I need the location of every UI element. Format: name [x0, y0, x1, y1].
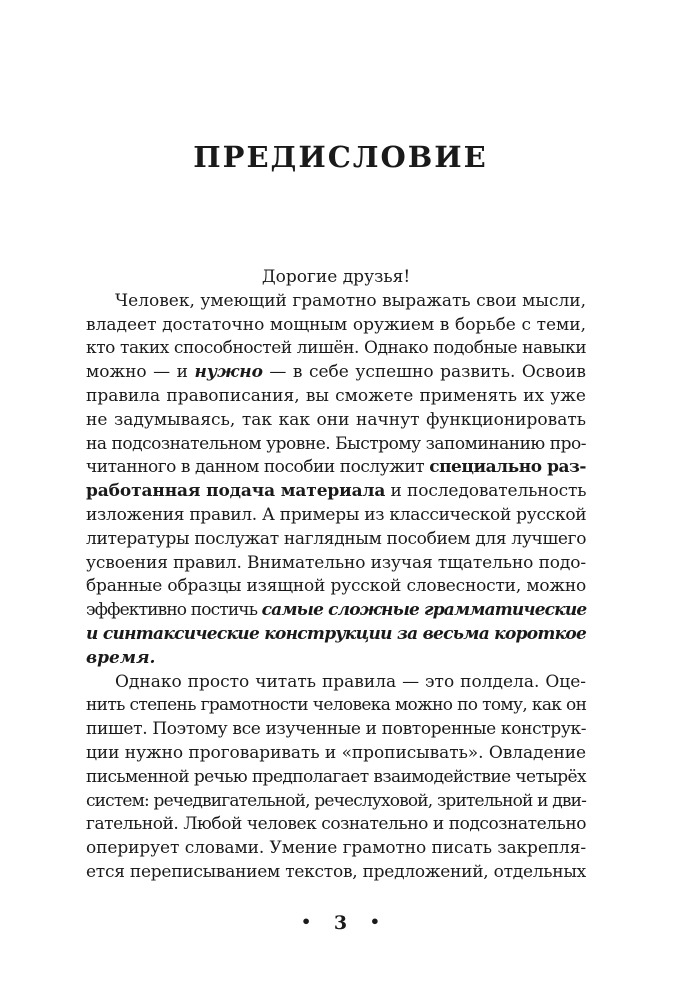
line-text: нить степень грамотности человека можно по тому, как он [86, 695, 587, 716]
emphasis-text: и синтаксические конструкции за весьма короткое [86, 623, 587, 644]
line-text: Однако просто читать правила — это полдела. Оце- [115, 671, 586, 692]
line-text: бранные образцы изящной русской словесности, можно [86, 576, 586, 597]
line-text: усвоения правил. Внимательно изучая тщательно подо- [86, 552, 586, 573]
greeting: Дорогие друзья! [261, 267, 411, 287]
text-line [86, 337, 586, 361]
line-text: ется переписыванием текстов, предложений, отдельных [86, 861, 586, 882]
text-line [86, 552, 586, 576]
text-line [86, 385, 586, 409]
emphasis-text: самые сложные грамматические [261, 600, 587, 621]
preface-lines [86, 290, 586, 885]
text-line [86, 599, 586, 623]
line-text: и последовательность [385, 481, 587, 502]
text-line [86, 861, 586, 885]
footer-dot-left: • [301, 912, 312, 931]
emphasis-text: нужно [194, 362, 263, 383]
text-line [86, 480, 586, 504]
line-text: можно — и [86, 362, 195, 383]
text-line [86, 290, 586, 314]
line-text: владеет достаточно мощным оружием в борьбе с теми, [86, 314, 586, 335]
emphasis-text: специально раз- [429, 457, 587, 478]
page-footer [0, 912, 681, 934]
line-text: читанного в данном пособии послужит [86, 457, 430, 478]
line-text: изложения правил. А примеры из классической русской [86, 504, 587, 525]
line-text: ции нужно проговаривать и «прописывать». Овладение [86, 742, 586, 763]
line-text: письменной речью предполагает взаимодействие четырёх [86, 766, 586, 787]
text-line [86, 504, 586, 528]
text-line [86, 361, 586, 385]
text-line [86, 813, 586, 837]
text-line [86, 671, 586, 695]
text-line [86, 456, 586, 480]
line-text: пишет. Поэтому все изученные и повторенные конструк- [86, 719, 587, 740]
text-line [86, 575, 586, 599]
line-text: кто таких способностей лишён. Однако подобные навыки [86, 338, 587, 359]
line-text: систем: речедвигательной, речеслуховой, зрительной и дви- [86, 790, 586, 811]
line-text: эффективно постичь [86, 600, 262, 621]
footer-dot-right: • [369, 912, 380, 931]
text-line [86, 790, 586, 814]
text-line [86, 433, 586, 457]
text-line [86, 409, 586, 433]
emphasis-text: работанная подача материала [86, 481, 386, 502]
text-line [86, 314, 586, 338]
page-number: 3 [333, 912, 348, 934]
page-title: ПРЕДИСЛОВИЕ [193, 140, 488, 174]
line-text: не задумываясь, так как они начнут функционировать [86, 409, 586, 430]
line-text: Человек, умеющий грамотно выражать свои мысли, [115, 290, 586, 311]
text-line [86, 623, 586, 647]
line-text: на подсознательном уровне. Быстрому запоминанию про- [86, 433, 586, 454]
preface-body [86, 266, 586, 885]
text-line [86, 766, 586, 790]
emphasis-text: время. [86, 647, 156, 668]
line-text: гательной. Любой человек сознательно и подсознательно [86, 814, 586, 835]
text-line [86, 718, 586, 742]
line-text: правила правописания, вы сможете применять их уже [86, 385, 586, 406]
text-line [86, 528, 586, 552]
text-line [86, 837, 586, 861]
line-text: — в себе успешно развить. Освоив [262, 362, 586, 383]
text-line [86, 742, 586, 766]
text-line [86, 647, 586, 671]
line-text: литературы послужат наглядным пособием для лучшего [86, 528, 587, 549]
text-line [86, 694, 586, 718]
line-text: оперирует словами. Умение грамотно писать закрепля- [86, 838, 586, 859]
